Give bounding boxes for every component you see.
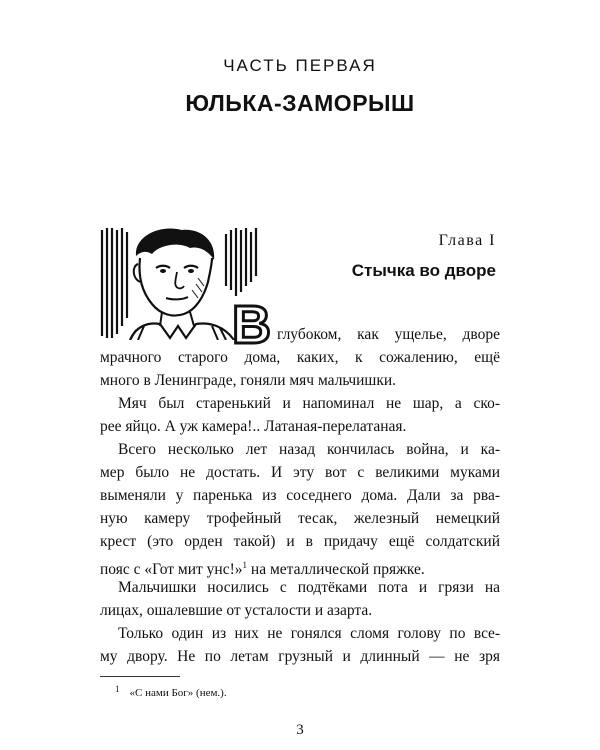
text-line: крест (это орден такой) и в придачу ещё солдатский: [100, 533, 500, 550]
text-line: ную камеру трофейный тесак, железный немецкий: [100, 510, 500, 527]
svg-text:В: В: [232, 298, 271, 348]
part-label: ЧАСТЬ ПЕРВАЯ: [223, 56, 377, 75]
footnote: [115, 684, 227, 699]
text-line: Мяч был старенький и напоминал не шар, а ско-: [118, 395, 500, 412]
text-line: му двору. Не по летам грузный и длинный — не зря: [100, 648, 500, 665]
text-line: Только один из них не гонялся сломя голову по всe-: [118, 625, 500, 642]
footnote-text: «С нами Бог» (нем.).: [129, 687, 227, 699]
chapter-label: Глава I: [438, 232, 496, 249]
page-number: 3: [296, 722, 304, 738]
text-segment: на металлической пряжке.: [250, 561, 425, 578]
text-line: выменяли у паренька из соседнего дома. Дали за рва-: [100, 487, 500, 504]
footnote-divider: [100, 676, 180, 677]
text-line: Мальчишки носились с подтёками пота и грязи на: [118, 579, 500, 596]
text-line: мер было не достать. И эту вот с великими муками: [100, 464, 500, 481]
text-line: мрачного старого дома, каких, к сожалению, ещё: [100, 349, 500, 366]
part-title: ЮЛЬКА-ЗАМОРЫШ: [185, 90, 415, 116]
drop-cap-letter: [231, 298, 271, 348]
text-line: глубоком, как ущелье, дворе: [277, 326, 500, 343]
text-line: Всего несколько лет назад кончилась война, и ка-: [118, 441, 500, 458]
chapter-title: Стычка во дворе: [351, 261, 496, 280]
footnote-mark: 1: [115, 684, 120, 694]
text-segment: пояс с «Гот мит унс!»: [100, 561, 243, 578]
text-line: много в Ленинграде, гоняли мяч мальчишки.: [100, 372, 397, 389]
text-line: рее яйцо. А уж камера!.. Латаная-перелатаная.: [100, 418, 407, 435]
footnote-reference: 1: [242, 560, 248, 570]
text-line: лицах, ошалевшие от усталости и азарта.: [100, 602, 373, 619]
